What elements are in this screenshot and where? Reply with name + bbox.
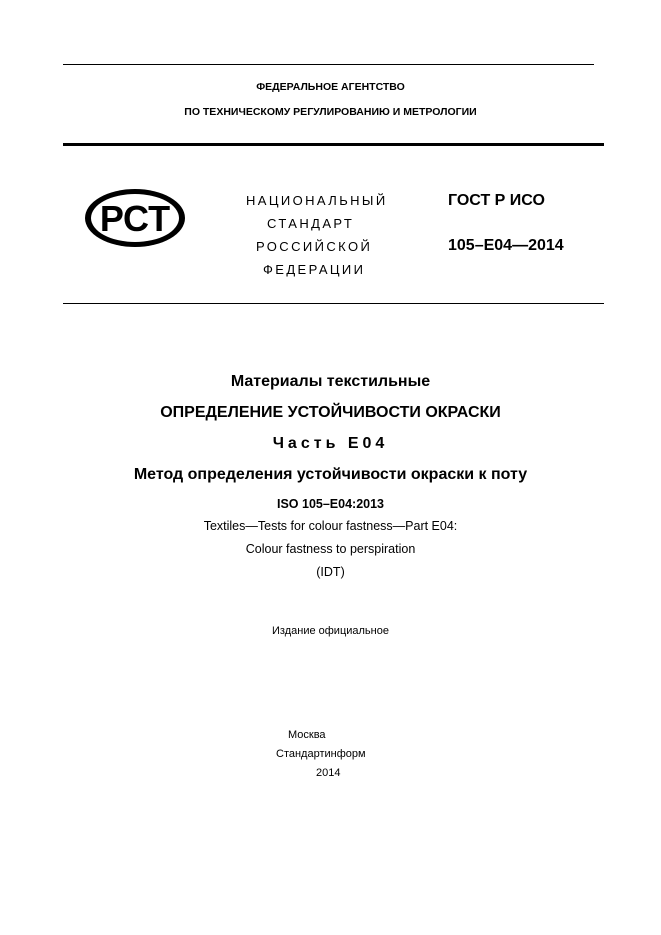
category-line-3: РОССИЙСКОЙ <box>256 239 373 254</box>
agency-name-line1: ФЕДЕРАЛЬНОЕ АГЕНТСТВО <box>256 81 405 93</box>
edition-label: Издание официальное <box>272 625 389 637</box>
category-line-1: НАЦИОНАЛЬНЫЙ <box>246 193 388 208</box>
header-thick-rule <box>63 143 604 146</box>
imprint-publisher: Стандартинформ <box>276 748 366 760</box>
title-line-4: Метод определения устойчивости окраски к поту <box>133 466 528 483</box>
agency-name-line2: ПО ТЕХНИЧЕСКОМУ РЕГУЛИРОВАНИЮ И МЕТРОЛОГИИ <box>184 106 477 118</box>
rst-logo-icon <box>83 187 187 249</box>
category-line-2: СТАНДАРТ <box>267 216 355 231</box>
title-part: Часть E04 <box>272 435 389 452</box>
category-line-4: ФЕДЕРАЦИИ <box>263 262 366 277</box>
block-bottom-rule <box>63 303 604 304</box>
top-rule <box>63 64 594 65</box>
imprint-year: 2014 <box>316 767 341 779</box>
title-line-1: Материалы текстильные <box>230 373 431 390</box>
english-title-line-1: Textiles—Tests for colour fastness—Part E04: <box>203 519 458 533</box>
idt-marker: (IDT) <box>316 565 345 579</box>
imprint-city: Москва <box>288 729 326 741</box>
designation-number: 105–E04—2014 <box>448 237 564 254</box>
iso-reference: ISO 105–E04:2013 <box>276 497 385 511</box>
designation-prefix: ГОСТ Р ИСО <box>448 192 545 209</box>
title-line-2: ОПРЕДЕЛЕНИЕ УСТОЙЧИВОСТИ ОКРАСКИ <box>160 404 501 421</box>
svg-text:РСТ: РСТ <box>99 198 171 239</box>
english-title-line-2: Colour fastness to perspiration <box>245 542 416 556</box>
